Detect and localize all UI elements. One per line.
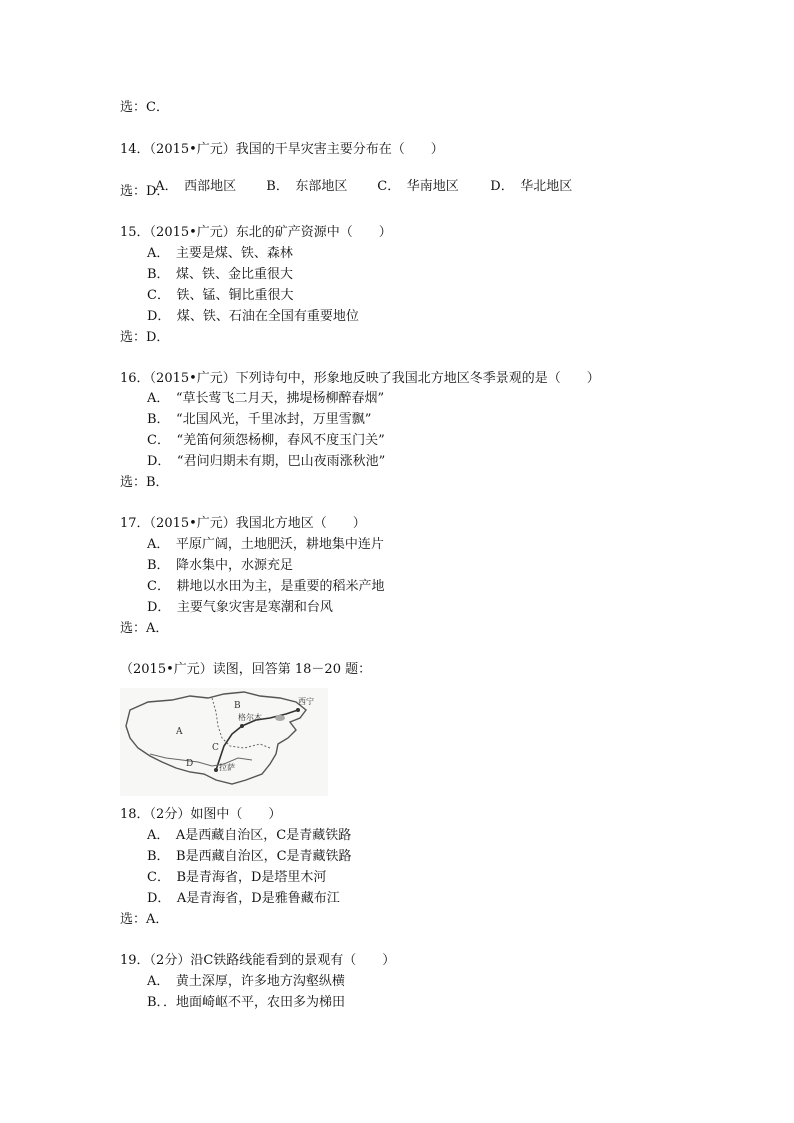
- q17-option-b: B． 降水集中，水源充足: [147, 558, 294, 573]
- answer-16: 选：B．: [120, 475, 169, 490]
- question-16-stem: 16．（2015•广元）下列诗句中，形象地反映了我国北方地区冬季景观的是（ ）: [120, 371, 600, 386]
- q14-option-c: C． 华南地区: [377, 179, 459, 194]
- map-label-c: C: [212, 743, 219, 753]
- question-15-stem: 15．（2015•广元）东北的矿产资源中（ ）: [120, 225, 392, 240]
- q16-option-b: B． “北国风光，千里冰封，万里雪飘”: [147, 412, 372, 427]
- question-17-stem: 17．（2015•广元）我国北方地区（ ）: [120, 516, 366, 531]
- q18-option-b: B． B是西藏自治区，C是青藏铁路: [147, 849, 352, 864]
- question-14-stem: 14．（2015•广元）我国的干旱灾害主要分布在（ ）: [120, 142, 444, 157]
- answer-13: 选：C．: [120, 100, 169, 115]
- q18-option-c: C． B是青海省，D是塔里木河: [147, 870, 327, 885]
- q15-option-b: B． 煤、铁、金比重很大: [147, 267, 294, 282]
- map-figure: [120, 688, 328, 796]
- group-intro: （2015•广元）读图，回答第 18－20 题：: [120, 662, 372, 677]
- map-label-golmud: 格尔木: [238, 713, 262, 722]
- q14-option-a: A． 西部地区: [155, 179, 237, 194]
- xining-marker: [296, 708, 300, 712]
- lhasa-marker: [214, 768, 218, 772]
- q14-option-d: D． 华北地区: [490, 179, 573, 194]
- answer-14: 选：D．: [120, 184, 170, 199]
- q18-option-a: A． A是西藏自治区，C是青藏铁路: [147, 828, 352, 843]
- q14-option-b: B． 东部地区: [266, 179, 348, 194]
- q15-option-a: A． 主要是煤、铁、森林: [147, 246, 293, 261]
- answer-17: 选：A．: [120, 621, 169, 636]
- q19-option-b: B．．地面崎岖不平，农田多为梯田: [147, 995, 346, 1010]
- q18-option-d: D． A是青海省，D是雅鲁藏布江: [147, 891, 340, 906]
- map-label-a: A: [176, 727, 183, 737]
- lake-icon: [275, 715, 285, 721]
- map-label-d: D: [186, 759, 194, 769]
- question-19-stem: 19．（2分）沿C铁路线能看到的景观有（ ）: [120, 953, 396, 968]
- q16-option-c: C． “羌笛何须怨杨柳，春风不度玉门关”: [147, 433, 385, 448]
- map-label-xining: 西宁: [298, 697, 314, 706]
- answer-18: 选：A．: [120, 912, 169, 927]
- answer-15: 选：D．: [120, 330, 170, 345]
- q17-option-d: D． 主要气象灾害是寒潮和台风: [147, 600, 333, 615]
- map-background: [120, 688, 328, 796]
- q16-option-a: A． “草长莺飞二月天，拂堤杨柳醉春烟”: [147, 391, 385, 406]
- map-label-b: B: [234, 701, 241, 711]
- map-label-lhasa: 拉萨: [219, 763, 235, 772]
- q17-option-c: C． 耕地以水田为主，是重要的稻米产地: [147, 579, 385, 594]
- q15-option-c: C． 铁、锰、铜比重很大: [147, 288, 294, 303]
- golmud-marker: [240, 724, 244, 728]
- question-18-stem: 18．（2分）如图中（ ）: [120, 807, 282, 822]
- q15-option-d: D． 煤、铁、石油在全国有重要地位: [147, 309, 359, 324]
- q17-option-a: A． 平原广阔，土地肥沃，耕地集中连片: [147, 537, 384, 552]
- q19-option-a: A． 黄土深厚，许多地方沟壑纵横: [147, 974, 345, 989]
- question-14-options: [147, 163, 572, 195]
- q16-option-d: D． “君问归期未有期，巴山夜雨涨秋池”: [147, 454, 386, 469]
